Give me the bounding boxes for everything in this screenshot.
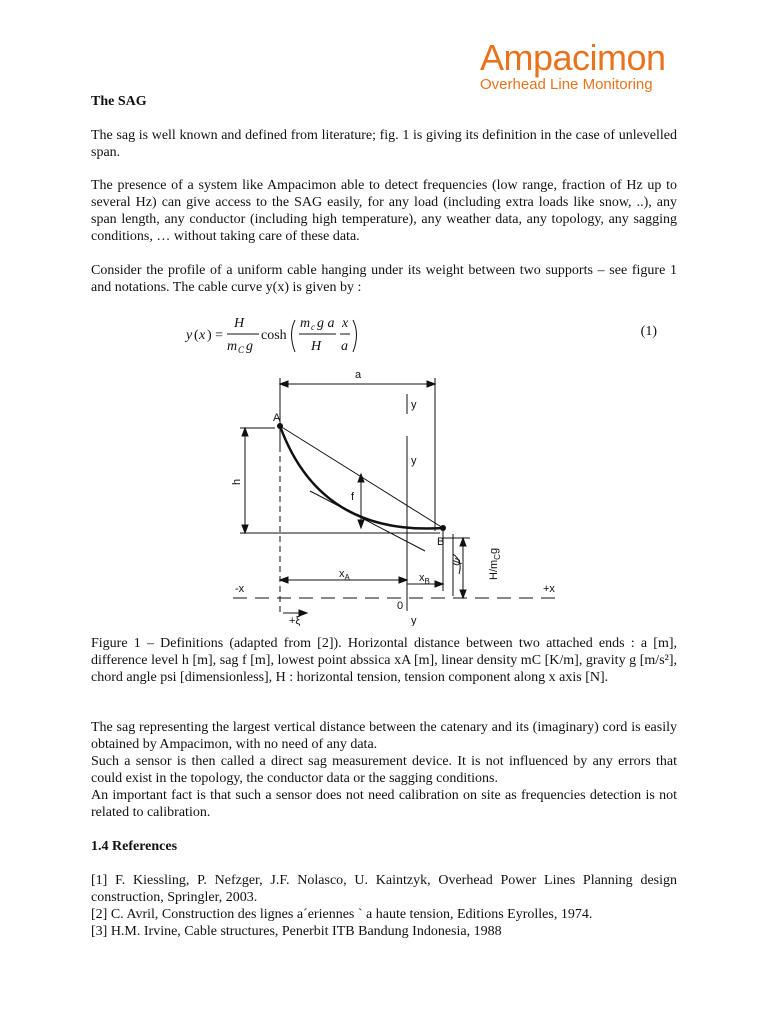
- svg-text:C: C: [238, 345, 245, 355]
- label-xa: $x_A$: [339, 568, 350, 582]
- svg-text:y: y: [186, 328, 193, 343]
- label-y-top: y: [411, 399, 417, 411]
- svg-text:m: m: [300, 316, 311, 331]
- svg-text:(: (: [194, 328, 199, 343]
- svg-text:g a: g a: [317, 316, 335, 331]
- svg-text:H: H: [234, 316, 245, 331]
- logo-tagline: Overhead Line Monitoring: [480, 76, 653, 93]
- svg-text:m: m: [227, 339, 238, 354]
- svg-text:a: a: [341, 339, 348, 354]
- label-a: a: [355, 369, 362, 381]
- paragraph-presence: The presence of a system like Ampacimon able to detect frequencies (low range, fraction of Hz up to several Hz) can give access to the SAG easily, for any load (including extra loads like snow, ..), any span length, any conductor (including high temperature), any weather data, any topology, any sagging conditions, … without taking care of these data.: [91, 178, 677, 244]
- reference-item: [2] C. Avril, Construction des lignes a´eriennes ` a haute tension, Editions Eyrolles, 1974.: [91, 907, 593, 922]
- label-xb: $x_B$: [419, 572, 430, 586]
- paragraph-definition: The sag is well known and defined from literature; fig. 1 is giving its definition in the case of unlevelled span.: [91, 128, 677, 160]
- label-h: h: [231, 478, 243, 485]
- company-logo: [480, 37, 680, 94]
- references-title: 1.4 References: [91, 839, 178, 854]
- logo-name: Ampacimon: [480, 37, 666, 78]
- paragraph-sensor: Such a sensor is then called a direct sag measurement device. It is not influenced by any errors that could exist in the topology, the conductor data or the sagging conditions.: [91, 754, 677, 786]
- svg-text:x: x: [342, 316, 349, 331]
- label-y-bottom: y: [411, 615, 417, 626]
- paragraph-sag-measure: The sag representing the largest vertical distance between the catenary and its (imaginary) cord is easily obtained by Ampacimon, with no need of any data.: [91, 720, 677, 752]
- label-plus-x: +x: [543, 583, 555, 595]
- sag-definition-figure: [225, 366, 575, 626]
- label-zero: 0: [397, 600, 404, 612]
- label-point-b: B: [437, 536, 445, 548]
- svg-text:cosh: cosh: [261, 328, 287, 343]
- label-y-mid: y: [411, 455, 417, 467]
- reference-item: [1] F. Kiessling, P. Nefzger, J.F. Nolasco, U. Kaintzyk, Overhead Power Lines Planning design construction, Springler, 2003.: [91, 873, 677, 905]
- section-title: The SAG: [91, 94, 147, 109]
- label-f: f: [351, 491, 355, 503]
- svg-text:H: H: [311, 339, 322, 354]
- svg-text:x: x: [199, 328, 206, 343]
- label-psi: ψ: [449, 556, 464, 568]
- svg-text:) =: ) =: [207, 328, 224, 343]
- equation-number: (1): [640, 324, 657, 339]
- point-b-marker: [440, 525, 446, 531]
- paragraph-profile: Consider the profile of a uniform cable hanging under its weight between two supports – see figure 1 and notations. The cable curve y(x) is given by :: [91, 263, 677, 295]
- label-xi: +ξ: [289, 615, 301, 626]
- label-point-a: A: [273, 412, 281, 424]
- svg-text:g: g: [246, 339, 253, 354]
- reference-item: [3] H.M. Irvine, Cable structures, Penerbit ITB Bandung Indonesia, 1988: [91, 924, 502, 939]
- label-h-over-mcg: $H/m_Cg$: [488, 547, 502, 580]
- figure-caption: Figure 1 – Definitions (adapted from [2]). Horizontal distance between two attached ends : a [m], difference level h [m], sag f [m], lowest point abssica xA [m], linear density mC [K/m], gravity g [m/s²], chord angle psi [dimensionless], H : horizontal tension, tension component along x axis [N].: [91, 636, 677, 685]
- equation-line: [91, 312, 677, 356]
- svg-text:c: c: [311, 322, 315, 332]
- paragraph-calibration: An important fact is that such a sensor does not need calibration on site as frequencies detection is not related to calibration.: [91, 788, 677, 820]
- catenary-equation: [91, 312, 391, 356]
- label-minus-x: -x: [235, 583, 245, 595]
